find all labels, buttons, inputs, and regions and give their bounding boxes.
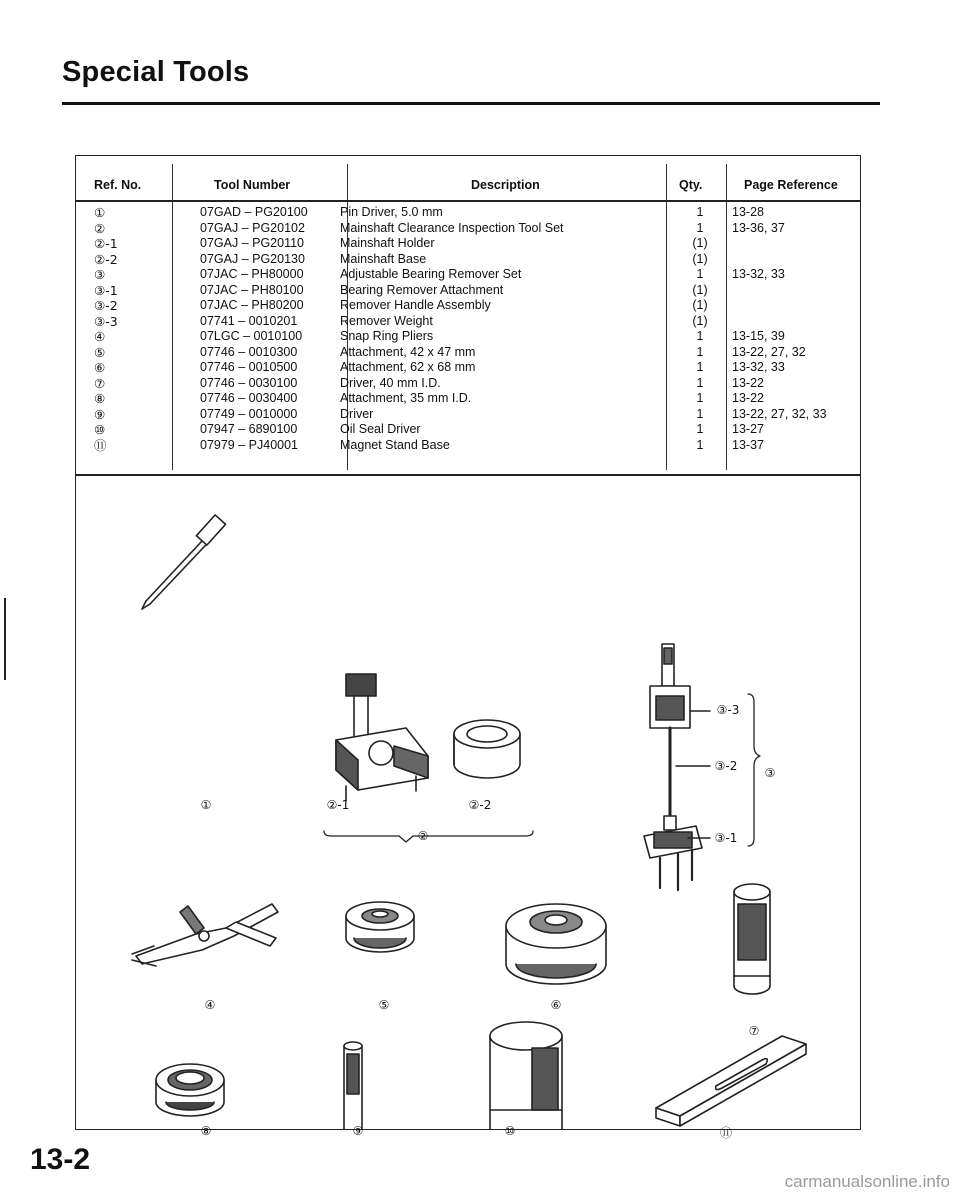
- description-cell: Attachment, 42 x 47 mm: [340, 344, 476, 359]
- description-cell: Snap Ring Pliers: [340, 329, 434, 343]
- ref-no-cell: ②: [94, 220, 106, 236]
- header-qty: Qty.: [679, 178, 703, 192]
- page-reference-cell: 13-28: [732, 205, 764, 219]
- ref-no-cell: ②-1: [94, 236, 118, 251]
- tool-number-cell: 07746 – 0030400: [200, 391, 298, 405]
- description-cell: Mainshaft Holder: [340, 236, 435, 250]
- ref-no-cell: ⑥: [94, 360, 106, 375]
- description-cell: Driver: [340, 406, 374, 421]
- tool-number-cell: 07JAC – PH80200: [200, 298, 304, 312]
- header-description: Description: [471, 178, 540, 192]
- description-cell: Mainshaft Base: [340, 251, 427, 266]
- page-reference-column: [732, 205, 860, 453]
- page-reference-cell: 13-22: [732, 375, 764, 390]
- header-rule: [76, 200, 860, 202]
- label-tool-11: ⑪: [719, 1126, 733, 1140]
- qty-cell: 1: [696, 391, 704, 405]
- col-divider: [172, 164, 173, 470]
- description-cell: Mainshaft Clearance Inspection Tool Set: [340, 220, 564, 235]
- label-tool-2-1: ②-1: [326, 798, 350, 812]
- description-cell: Remover Weight: [340, 313, 433, 328]
- tool-number-cell: 07749 – 0010000: [200, 406, 298, 421]
- header-tool-number: Tool Number: [214, 178, 291, 192]
- tool-number-cell: 07947 – 6890100: [200, 422, 298, 436]
- magnet-stand-base-drawing: [656, 1036, 806, 1126]
- qty-cell: (1): [692, 251, 708, 266]
- mainshaft-holder-drawing: [336, 674, 428, 801]
- tools-illustration: [76, 476, 860, 1140]
- tool-number-cell: 07GAJ – PG20110: [200, 236, 305, 250]
- title-rule: [62, 102, 880, 105]
- description-cell: Magnet Stand Base: [340, 437, 450, 452]
- description-cell: Adjustable Bearing Remover Set: [340, 267, 522, 281]
- ref-no-cell: ⑪: [94, 437, 107, 453]
- ref-no-cell: ⑩: [94, 422, 106, 437]
- ref-no-cell: ④: [94, 329, 106, 344]
- description-cell: Attachment, 62 x 68 mm: [340, 360, 476, 374]
- qty-cell: 1: [696, 437, 704, 452]
- page-reference-cell: 13-15, 39: [732, 329, 785, 343]
- header-ref-no: Ref. No.: [94, 178, 142, 192]
- special-tools-frame: [75, 155, 861, 1140]
- qty-cell: 1: [696, 329, 704, 343]
- label-tool-10: ⑩: [504, 1124, 516, 1138]
- ref-no-cell: ③-2: [94, 298, 118, 313]
- qty-cell: 1: [696, 422, 704, 436]
- page-reference-cell: 13-22, 27, 32, 33: [732, 406, 827, 421]
- ref-no-cell: ⑦: [94, 375, 106, 391]
- description-cell: Pin Driver, 5.0 mm: [340, 205, 443, 219]
- page-reference-cell: 13-37: [732, 437, 764, 452]
- attachment-62-68-drawing: [506, 904, 606, 984]
- description-cell: Bearing Remover Attachment: [340, 282, 504, 297]
- qty-cell: 1: [696, 267, 704, 281]
- snap-ring-pliers-drawing: [132, 904, 278, 966]
- label-tool-2-2: ②-2: [468, 798, 492, 812]
- tool-number-cell: 07GAJ – PG20102: [200, 220, 305, 235]
- ref-no-cell: ⑧: [94, 391, 106, 406]
- col-divider: [726, 164, 727, 470]
- description-cell: Driver, 40 mm I.D.: [340, 375, 441, 390]
- bearing-remover-drawing: [644, 644, 760, 890]
- tool-number-cell: 07746 – 0010300: [200, 344, 298, 359]
- description-cell: Attachment, 35 mm I.D.: [340, 391, 472, 405]
- label-tool-5: ⑤: [378, 998, 390, 1012]
- label-tool-3-2: ③-2: [714, 759, 738, 773]
- tools-table: [76, 156, 860, 476]
- tool-number-cell: 07979 – PJ40001: [200, 437, 299, 452]
- tool-number-cell: 07JAC – PH80100: [200, 282, 304, 297]
- label-tool-3: ③: [764, 766, 776, 780]
- attachment-35mm-drawing: [156, 1064, 224, 1116]
- tool-number-column: [200, 205, 340, 453]
- qty-cell: (1): [692, 282, 708, 297]
- ref-no-cell: ①: [94, 205, 106, 220]
- description-cell: Remover Handle Assembly: [340, 298, 491, 312]
- driver-40mm-drawing: [734, 884, 770, 994]
- tool-number-cell: 07746 – 0010500: [200, 360, 298, 374]
- oil-seal-driver-drawing: [490, 1022, 562, 1129]
- ref-no-cell: ⑤: [94, 344, 106, 360]
- tool-number-cell: 07741 – 0010201: [200, 313, 298, 328]
- tool-number-cell: 07JAC – PH80000: [200, 267, 304, 281]
- label-tool-7: ⑦: [748, 1024, 760, 1038]
- mainshaft-base-drawing: [454, 720, 520, 778]
- qty-column: [678, 205, 722, 453]
- label-tool-9: ⑨: [352, 1124, 364, 1138]
- page-reference-cell: [732, 314, 860, 330]
- ref-no-cell: ③: [94, 267, 106, 282]
- ref-no-cell: ⑨: [94, 406, 106, 422]
- watermark: carmanualsonline.info: [784, 1172, 950, 1191]
- qty-cell: 1: [696, 205, 704, 219]
- qty-cell: 1: [696, 406, 704, 421]
- label-tool-4: ④: [204, 998, 216, 1012]
- description-column: [340, 205, 660, 453]
- page-reference-cell: 13-22: [732, 391, 764, 405]
- ref-no-column: [94, 205, 154, 453]
- page-reference-cell: 13-32, 33: [732, 267, 785, 281]
- page-reference-cell: 13-27: [732, 422, 764, 436]
- pin-driver-drawing: [142, 515, 226, 609]
- label-tool-6: ⑥: [550, 998, 562, 1012]
- margin-change-bar: [4, 598, 6, 680]
- page-number: 13-2: [30, 1143, 91, 1176]
- ref-no-cell: ③-1: [94, 282, 118, 298]
- qty-cell: (1): [692, 236, 708, 250]
- page-reference-cell: 13-32, 33: [732, 360, 785, 374]
- label-tool-3-1: ③-1: [714, 831, 738, 845]
- label-tool-1: ①: [200, 798, 212, 812]
- qty-cell: 1: [696, 344, 704, 359]
- tool-number-cell: 07LGC – 0010100: [200, 329, 303, 343]
- label-tool-3-3: ③-3: [716, 703, 740, 717]
- attachment-42-47-drawing: [346, 902, 414, 952]
- driver-drawing: [344, 1042, 362, 1129]
- label-tool-2: ②: [417, 829, 429, 843]
- qty-cell: (1): [692, 313, 708, 328]
- description-cell: Oil Seal Driver: [340, 422, 421, 436]
- qty-cell: 1: [696, 375, 704, 390]
- page-reference-cell: [732, 252, 860, 268]
- label-tool-8: ⑧: [200, 1124, 212, 1138]
- tool-number-cell: 07746 – 0030100: [200, 375, 298, 390]
- tool-number-cell: 07GAD – PG20100: [200, 205, 308, 219]
- ref-no-cell: ②-2: [94, 251, 118, 267]
- page-reference-cell: [732, 298, 860, 314]
- page-title: Special Tools: [62, 56, 250, 88]
- qty-cell: 1: [696, 360, 704, 374]
- col-divider: [666, 164, 667, 470]
- page-reference-cell: [732, 236, 860, 252]
- page-reference-cell: 13-22, 27, 32: [732, 344, 806, 359]
- qty-cell: 1: [696, 220, 704, 235]
- qty-cell: (1): [692, 298, 708, 312]
- header-page-reference: Page Reference: [744, 178, 838, 192]
- page-reference-cell: 13-36, 37: [732, 220, 785, 235]
- page-reference-cell: [732, 283, 860, 299]
- tool-number-cell: 07GAJ – PG20130: [200, 251, 305, 266]
- ref-no-cell: ③-3: [94, 313, 118, 329]
